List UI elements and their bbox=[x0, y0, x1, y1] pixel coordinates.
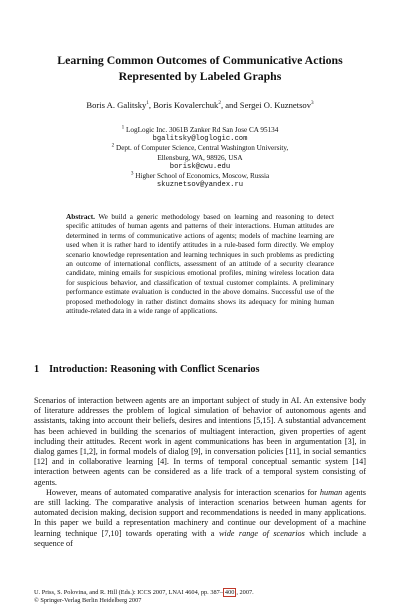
title-line-2: Represented by Labeled Graphs bbox=[118, 69, 282, 83]
paragraph-text: which include a sequence of bbox=[34, 528, 366, 548]
paragraph bbox=[34, 488, 366, 549]
affiliation-sup: 3 bbox=[130, 170, 134, 177]
author-email: borisk@cwu.edu bbox=[169, 162, 231, 171]
author-name: Boris Kovalerchuk bbox=[153, 100, 219, 110]
emphasis: human bbox=[319, 487, 343, 497]
author-name: Boris A. Galitsky bbox=[86, 100, 147, 110]
author-sup: 2 bbox=[218, 100, 221, 107]
paragraph: Scenarios of interaction between agents are an important subject of study in AI. An extensive body of literature addresses the problem of logical simulation of behavior of autonomous agents and assistants, taking into account their beliefs, desires and intentions [5,15]. A substantial advancement has been achieved in building the scenarios of multiagent interaction, given properties of agent including their attitudes. Recent work in agent communications has been in argumentation [3], in dialog games [1,2], in formal models of dialog [9], in conversation policies [11], in social semantics [12] and in collaborative learning [4]. In terms of temporal conceptual semantic system [14] interaction between agents can be considered as a life track of a temporal system consisting of agents. bbox=[34, 396, 366, 487]
body-text bbox=[34, 396, 366, 549]
footer-citation-text: , 2007. bbox=[236, 589, 254, 596]
footer-copyright: © Springer-Verlag Berlin Heidelberg 2007 bbox=[34, 597, 142, 604]
footer bbox=[34, 589, 366, 605]
author-list bbox=[20, 100, 380, 111]
author-email: bgalitsky@loglogic.com bbox=[152, 135, 248, 144]
abstract bbox=[66, 212, 334, 315]
affiliation-org: LogLogic Inc. 3061B Zanker Rd San Jose CA 95134 bbox=[126, 126, 279, 134]
affiliation-sup: 1 bbox=[121, 124, 125, 131]
emphasis: wide range of scenarios bbox=[218, 528, 305, 538]
author-sup: 1 bbox=[146, 100, 149, 107]
author-email: skuznetsov@yandex.ru bbox=[156, 181, 244, 190]
abstract-text: We build a generic methodology based on learning and reasoning to detect specific attitudes of human agents and patterns of their interactions. Human attitudes are determined in terms of communicative actions of agents; models of machine learning are used when it is rather hard to identify attitudes in a rule-based form directly. We employ scenario knowledge representation and learning techniques in such problems as predicting an outcome of international conflicts, assessment of an attitude of a security clearance candidate, mining emails for suspicious emotional profiles, mining wireless location data for suspicious behavior, and classification of textual customer complaints. A preliminary performance estimate evaluation is conducted in the above domains. Successful use of the proposed methodology in rather distinct domains shows its adequacy for mining human attitude-related data in a wide range of applications. bbox=[66, 212, 334, 316]
affiliation-org: Higher School of Economics, Moscow, Russia bbox=[135, 172, 270, 181]
abstract-label: Abstract. bbox=[66, 212, 95, 221]
affiliation-sup: 2 bbox=[111, 143, 115, 150]
affiliation-3 bbox=[40, 172, 360, 181]
affiliation-org: Dept. of Computer Science, Central Washington University, bbox=[116, 144, 289, 153]
affiliations bbox=[40, 126, 360, 190]
section-title: Introduction: Reasoning with Conflict Scenarios bbox=[49, 364, 260, 375]
author-separator: , bbox=[148, 100, 154, 110]
affiliation-2-line-2: Ellensburg, WA, 98926, USA bbox=[157, 153, 243, 162]
footer-citation bbox=[34, 589, 366, 597]
author-sup: 3 bbox=[311, 100, 314, 107]
author-separator: , and bbox=[220, 100, 240, 110]
affiliation-2 bbox=[40, 144, 360, 153]
title-line-1: Learning Common Outcomes of Communicative Actions bbox=[57, 53, 343, 67]
paragraph-text: However, means of automated comparative analysis for interaction scenarios for bbox=[46, 487, 320, 497]
footer-citation-text: U. Priss, S. Polovina, and R. Hill (Eds.): ICCS 2007, LNAI 4604, pp. 387– bbox=[34, 589, 223, 596]
paragraph-text: agents are still lacking. The comparative analysis of interaction scenarios between human agents for automated decision making, decision support and recommendations is needed in many applications. In this paper we build a representation machinery and continue our development of a machine learning technique [7,10] towards operating with a bbox=[34, 487, 366, 538]
page-range-end: 400 bbox=[224, 589, 235, 596]
affiliation-1 bbox=[40, 126, 360, 135]
section-number: 1 bbox=[34, 364, 40, 375]
author-name: Sergei O. Kuznetsov bbox=[239, 100, 312, 110]
section-heading bbox=[34, 364, 366, 375]
paper-title bbox=[30, 52, 370, 84]
